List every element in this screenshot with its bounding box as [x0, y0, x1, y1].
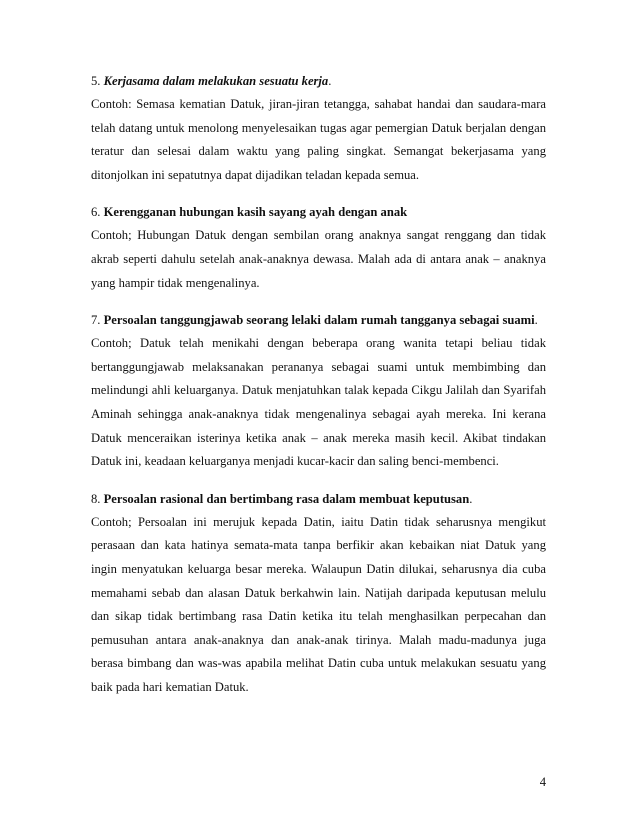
section-6: [91, 201, 546, 295]
section-heading: [91, 309, 546, 332]
section-title-suffix: .: [534, 313, 538, 328]
section-number: 6.: [91, 205, 101, 220]
section-title: Kerengganan hubungan kasih sayang ayah dengan anak: [103, 205, 408, 220]
section-number: 8.: [91, 491, 101, 506]
section-title-suffix: .: [328, 74, 332, 88]
section-number: 5.: [91, 74, 101, 88]
section-body: Contoh; Persoalan ini merujuk kepada Datin, iaitu Datin tidak seharusnya mengikut perasaan dan kata hatinya semata-mata tanpa berfikir akan kebaikan niat Datuk yang ingin menyatukan keluarga besar mereka. Walaupun Datin dilukai, seharusnya dia cuba memahami sebab dan alasan Datuk berkahwin lain. Natijah daripada keputusan melulu dan sikap tidak bertimbang rasa Datin ketika itu telah menghasilkan perpecahan dan pemusuhan antara anak-anaknya dan anak-anak tirinya. Malah madu-madunya juga berasa bimbang dan was-was apabila melihat Datin cuba untuk melakukan sesuatu yang baik pada hari kematian Datuk.: [91, 514, 546, 694]
section-title: Kerjasama dalam melakukan sesuatu kerja: [103, 74, 329, 88]
section-body: Contoh: Semasa kematian Datuk, jiran-jiran tetangga, sahabat handai dan saudara-mara telah datang untuk menolong menyelesaikan tugas agar pemergian Datuk berjalan dengan teratur dan selesai dalam waktu yang paling singkat. Semangat bekerjasama yang ditonjolkan ini sepatutnya dapat dijadikan teladan kepada semua.: [91, 97, 546, 182]
section-title-suffix: .: [469, 491, 473, 506]
document-content: [91, 70, 546, 713]
section-body: Contoh; Hubungan Datuk dengan sembilan orang anaknya sangat renggang dan tidak akrab seperti dahulu setelah anak-anaknya dewasa. Malah ada di antara anak – anaknya yang hampir tidak mengenalinya.: [91, 228, 546, 290]
section-8: [91, 488, 546, 700]
section-5: [91, 70, 546, 187]
page-number: 4: [539, 775, 546, 789]
section-heading: [91, 70, 546, 93]
section-body: Contoh; Datuk telah menikahi dengan beberapa orang wanita tetapi beliau tidak bertanggungjawab melaksanakan perananya sebagai suami untuk membimbing dan melindungi ahli keluarganya. Datuk menjatuhkan talak kepada Cikgu Jalilah dan Syarifah Aminah sehingga anak-anaknya tidak mengenalinya sebagai ayah mereka. Ini kerana Datuk menceraikan isterinya ketika anak – anak mereka masih kecil. Akibat tindakan Datuk ini, keadaan keluarganya menjadi kucar-kacir dan saling benci-membenci.: [91, 336, 546, 469]
section-number: 7.: [91, 313, 101, 328]
section-title: Persoalan rasional dan bertimbang rasa dalam membuat keputusan: [103, 491, 470, 506]
section-7: [91, 309, 546, 474]
section-heading: [91, 488, 546, 511]
section-title: Persoalan tanggungjawab seorang lelaki dalam rumah tangganya sebagai suami: [103, 313, 535, 328]
section-heading: [91, 201, 546, 224]
